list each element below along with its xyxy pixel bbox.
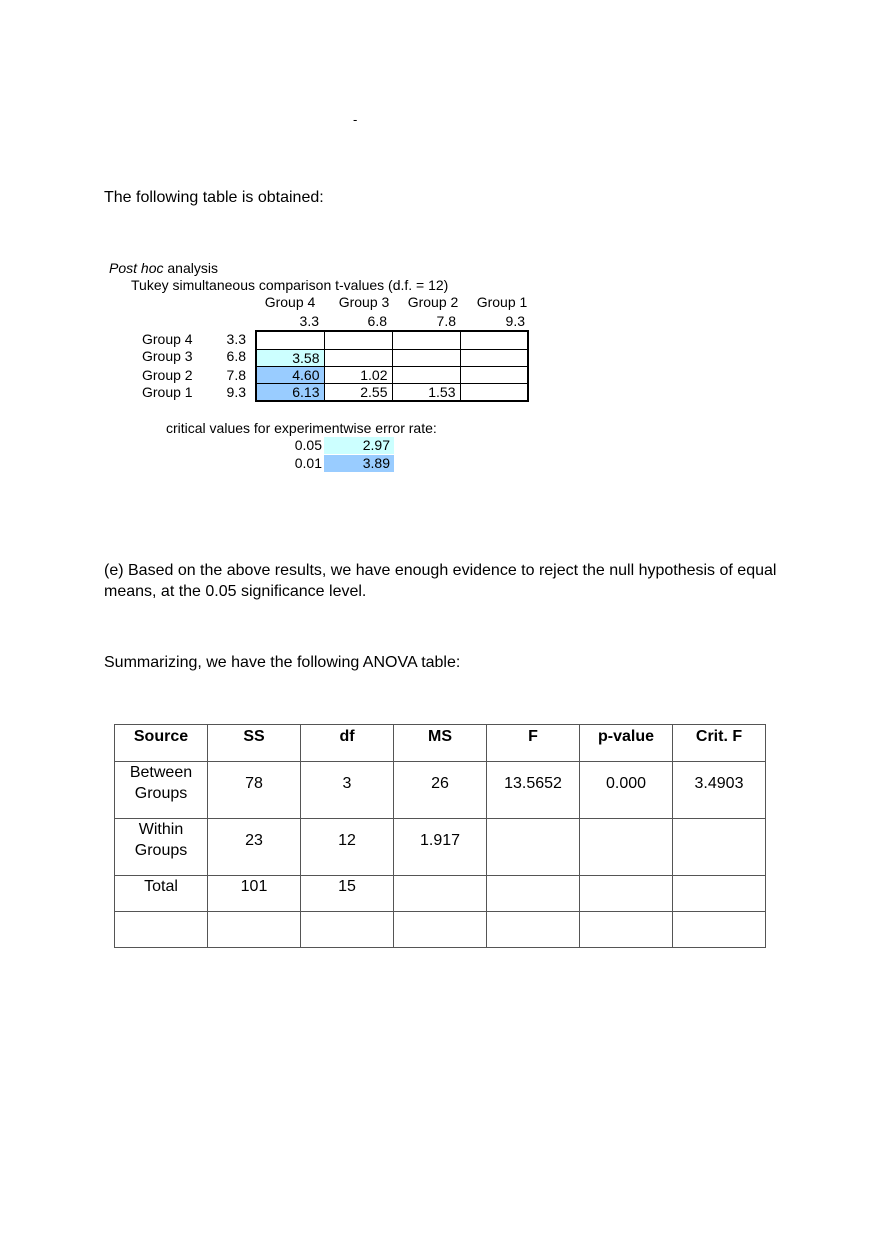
anova-row-total [115,876,766,912]
row-label: Group 4 [142,331,193,347]
anova-table [114,724,766,948]
source-label [115,762,208,819]
anova-header: df [301,725,394,762]
row-mean: 3.3 [226,331,246,347]
row-mean: 6.8 [226,348,246,364]
f-cell [487,819,580,876]
tukey-subtitle: Tukey simultaneous comparison t-values (d.f. = 12) [131,277,449,293]
source-label-line: Between [129,764,193,781]
critical-values-title: critical values for experimentwise error rate: [166,420,437,436]
part-e-line: means, at the 0.05 significance level. [104,583,367,600]
empty-cell [115,912,208,948]
posthoc-title [109,260,218,276]
matrix-cell: 1.02 [324,366,392,383]
posthoc-title-italic: Post hoc [109,260,164,276]
anova-header: SS [208,725,301,762]
row-label: Group 1 [142,384,193,400]
critical-value-05: 2.97 [324,437,394,454]
row-label: Group 3 [142,348,193,364]
empty-cell [208,912,301,948]
col-mean: 3.3 [299,313,319,329]
matrix-cell [460,383,528,401]
empty-cell [580,876,673,912]
df-cell: 3 [301,762,394,819]
anova-header: p-value [580,725,673,762]
crit-f-cell: 3.4903 [673,762,766,819]
matrix-row [256,383,528,401]
source-label [115,819,208,876]
anova-header-row [115,725,766,762]
empty-cell [487,876,580,912]
matrix-cell-significant-01: 4.60 [256,366,324,383]
df-cell: 15 [301,876,394,912]
anova-header: F [487,725,580,762]
empty-cell [301,912,394,948]
ss-cell: 101 [208,876,301,912]
p-value-cell: 0.000 [580,762,673,819]
ss-cell: 78 [208,762,301,819]
summary-text: Summarizing, we have the following ANOVA table: [104,654,461,671]
crit-f-cell [673,819,766,876]
row-mean: 7.8 [226,367,246,383]
col-header: Group 1 [476,294,528,310]
p-value-cell [580,819,673,876]
col-header: Group 3 [338,294,390,310]
anova-header: Source [115,725,208,762]
empty-cell [580,912,673,948]
matrix-cell [256,331,324,349]
matrix-row [256,331,528,349]
col-mean: 7.8 [436,313,456,329]
empty-cell [487,912,580,948]
critical-value-01: 3.89 [324,455,394,472]
anova-row-within [115,819,766,876]
alpha-level: 0.05 [294,437,322,453]
row-label: Group 2 [142,367,193,383]
alpha-level: 0.01 [294,455,322,471]
anova-header: MS [394,725,487,762]
col-header: Group 2 [407,294,459,310]
matrix-cell [460,349,528,366]
df-cell: 12 [301,819,394,876]
matrix-row [256,349,528,366]
matrix-cell [460,366,528,383]
matrix-row [256,366,528,383]
part-e-text [104,560,776,602]
matrix-cell-significant-01: 6.13 [256,383,324,401]
col-header: Group 4 [264,294,316,310]
col-mean: 6.8 [367,313,387,329]
ms-cell: 26 [394,762,487,819]
anova-row-between [115,762,766,819]
ms-cell: 1.917 [394,819,487,876]
matrix-cell [324,349,392,366]
matrix-cell: 2.55 [324,383,392,401]
empty-cell [394,876,487,912]
anova-row-empty [115,912,766,948]
source-label: Total [115,876,208,912]
matrix-cell [392,366,460,383]
anova-header: Crit. F [673,725,766,762]
matrix-cell-significant-05: 3.58 [256,349,324,366]
matrix-cell [460,331,528,349]
matrix-cell [392,331,460,349]
tukey-matrix [255,330,529,402]
source-label-line: Groups [134,842,188,859]
f-cell: 13.5652 [487,762,580,819]
empty-cell [394,912,487,948]
stray-mark: - [353,112,358,127]
part-e-line: (e) Based on the above results, we have enough evidence to reject the null hypothesis of equal [104,562,777,579]
source-label-line: Within [138,821,184,838]
row-mean: 9.3 [226,384,246,400]
source-label-line: Groups [134,785,188,802]
empty-cell [673,912,766,948]
col-mean: 9.3 [505,313,525,329]
matrix-cell: 1.53 [392,383,460,401]
ss-cell: 23 [208,819,301,876]
posthoc-title-rest: analysis [167,260,218,276]
intro-text: The following table is obtained: [104,189,324,206]
matrix-cell [392,349,460,366]
matrix-cell [324,331,392,349]
empty-cell [673,876,766,912]
